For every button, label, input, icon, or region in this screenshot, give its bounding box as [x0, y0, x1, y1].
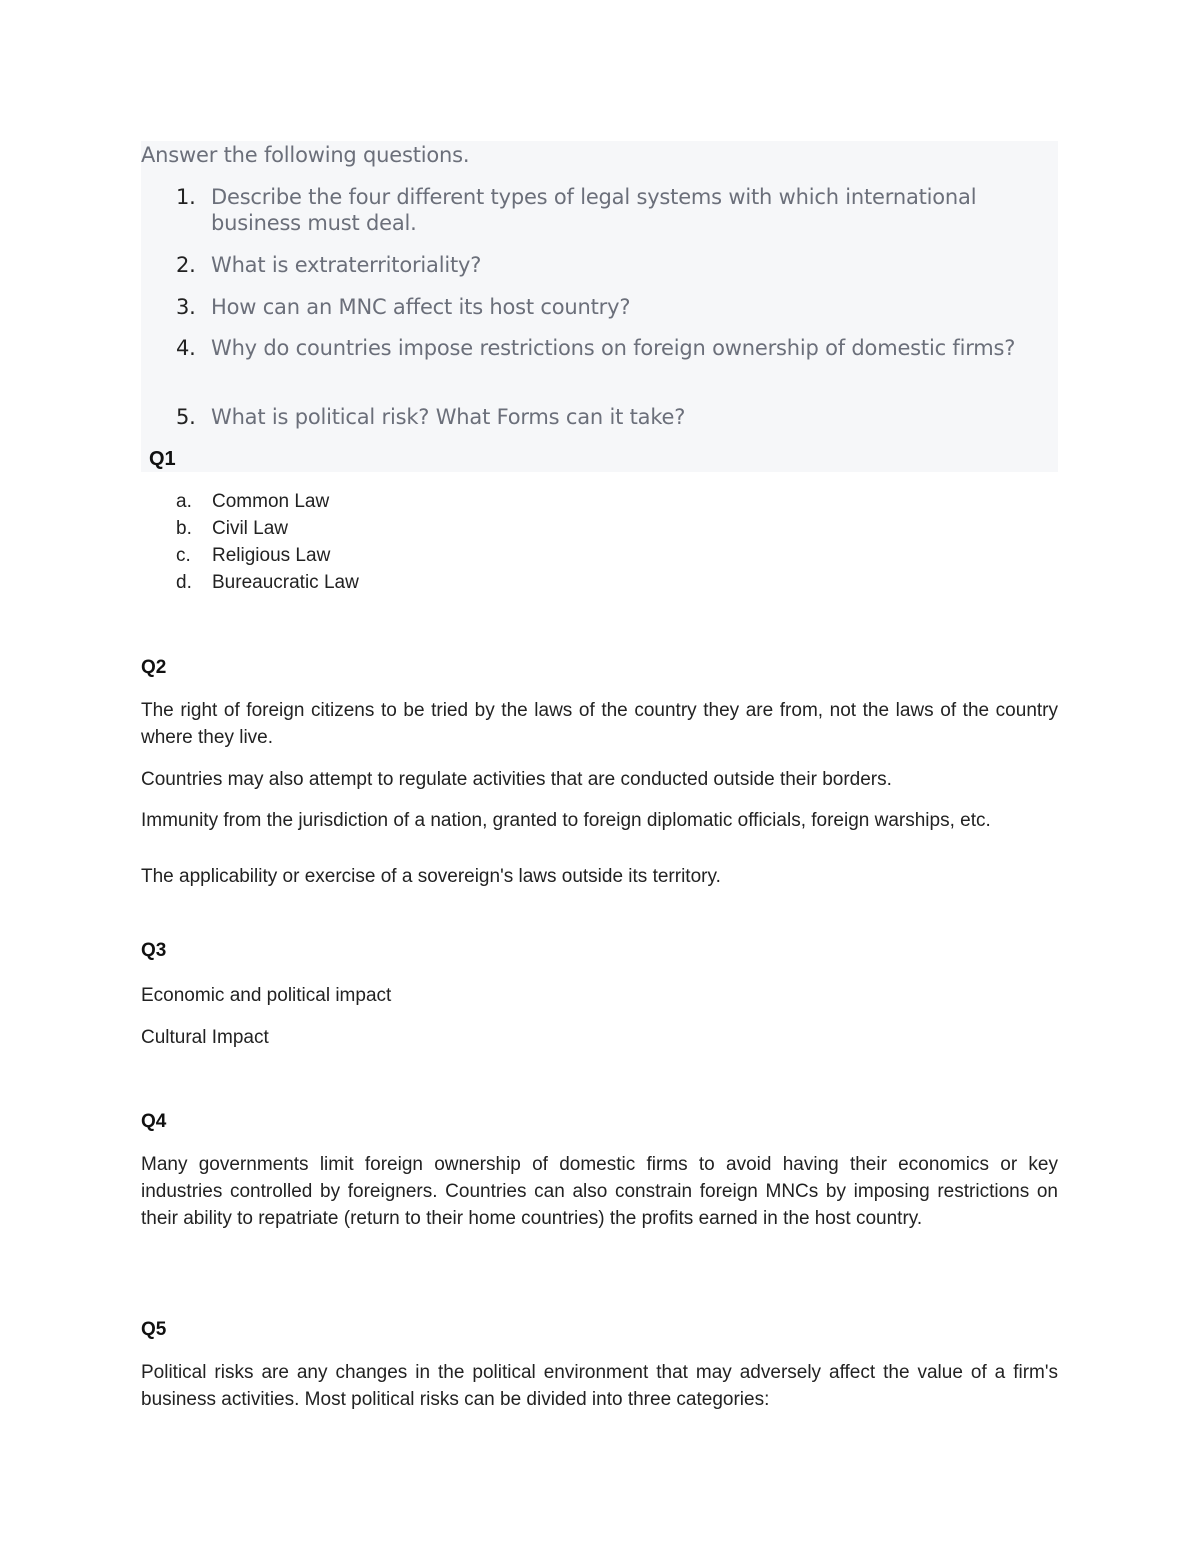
question-text: How can an MNC affect its host country?	[211, 295, 631, 319]
q2-paragraph-1: The right of foreign citizens to be tried by the laws of the country they are from, not the laws of the country where they live.	[141, 700, 1058, 748]
question-number: 1.	[176, 185, 196, 209]
q2-heading: Q2	[141, 657, 167, 678]
question-text: Describe the four different types of legal systems with which international business must deal.	[211, 185, 977, 235]
question-item-5	[176, 404, 1056, 430]
question-number: 4.	[176, 336, 196, 360]
question-item-2	[176, 252, 1056, 278]
question-item-3	[176, 294, 1056, 320]
q2-paragraph-4: The applicability or exercise of a sovereign's laws outside its territory.	[141, 866, 721, 887]
q3-paragraph-1: Economic and political impact	[141, 985, 392, 1006]
list-text: Religious Law	[212, 545, 331, 566]
question-item-4	[176, 335, 1056, 361]
question-item-1	[176, 184, 1056, 236]
q3-heading: Q3	[141, 940, 167, 961]
list-text: Common Law	[212, 491, 330, 512]
questions-intro: Answer the following questions.	[141, 143, 470, 167]
list-letter: c.	[176, 545, 191, 566]
q2-paragraph-3: Immunity from the jurisdiction of a nation, granted to foreign diplomatic officials, foreign warships, etc.	[141, 810, 991, 831]
q4-heading: Q4	[141, 1111, 167, 1132]
list-letter: b.	[176, 518, 192, 539]
q4-paragraph-1: Many governments limit foreign ownership of domestic firms to avoid having their economics or key industries controlled by foreigners. Countries can also constrain foreign MNCs by imposing restrictions on their ability to repatriate (return to their home countries) the profits earned in the host country.	[141, 1154, 1058, 1229]
q3-paragraph-2: Cultural Impact	[141, 1027, 269, 1048]
list-text: Bureaucratic Law	[212, 572, 359, 593]
question-number: 5.	[176, 405, 196, 429]
q5-paragraph-1: Political risks are any changes in the political environment that may adversely affect the value of a firm's business activities. Most political risks can be divided into three categories:	[141, 1362, 1058, 1410]
list-letter: d.	[176, 572, 192, 593]
q1-heading: Q1	[149, 448, 176, 470]
questions-box	[141, 141, 1058, 472]
q2-paragraph-2: Countries may also attempt to regulate activities that are conducted outside their borders.	[141, 769, 892, 790]
question-text: What is political risk? What Forms can it take?	[211, 405, 686, 429]
question-number: 3.	[176, 295, 196, 319]
list-letter: a.	[176, 491, 192, 512]
q5-heading: Q5	[141, 1319, 167, 1340]
question-text: Why do countries impose restrictions on foreign ownership of domestic firms?	[211, 336, 1016, 360]
question-number: 2.	[176, 253, 196, 277]
question-text: What is extraterritoriality?	[211, 253, 482, 277]
list-text: Civil Law	[212, 518, 289, 539]
